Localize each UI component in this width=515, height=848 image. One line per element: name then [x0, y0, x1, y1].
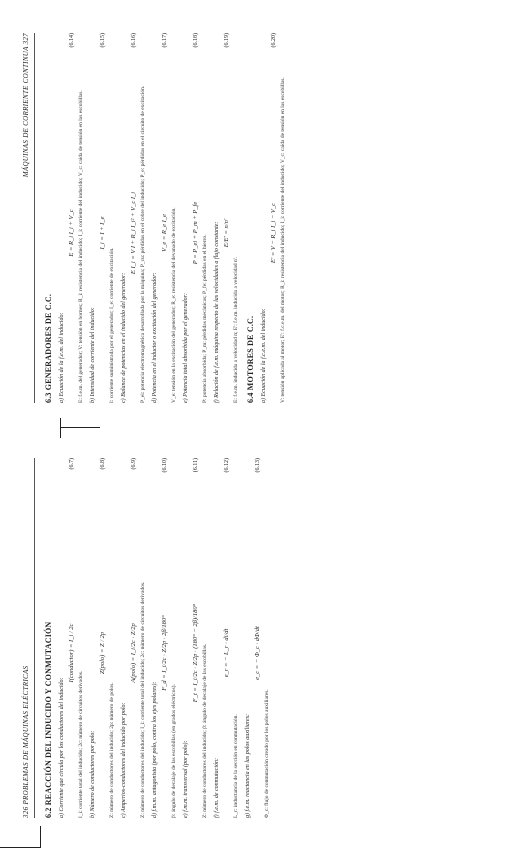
block-label: f) f.e.m. de conmutación:	[214, 758, 220, 818]
equation: E' = V − R_i I_i − V_c	[270, 202, 277, 264]
block-label: b) Número de conductores por polo:	[90, 730, 96, 818]
equation: P = P_ei + P_m + P_fe	[192, 201, 199, 265]
block	[59, 458, 85, 818]
equation: e_c = − Φ_c · dΦ/dt	[254, 626, 261, 680]
equation: V_e = R_e I_e	[161, 214, 168, 252]
right-page	[22, 33, 493, 403]
block	[152, 33, 178, 403]
right-page-content	[44, 33, 292, 403]
block-label: c) Amperios-conductores del inducido por polo:	[121, 702, 127, 818]
equation: F_d = I_i/2c · Z/2p · 2β/180°	[161, 615, 168, 691]
equation-number: (6.10)	[161, 458, 168, 473]
block-description: Φ_c: flujo de conmutación creado por los polos auxiliares.	[264, 689, 270, 818]
equation-number: (6.9)	[130, 458, 137, 470]
block	[214, 458, 240, 818]
equation: I_i = I + I_e	[99, 216, 106, 250]
block	[59, 33, 85, 403]
block	[90, 458, 116, 818]
equation-number: (6.18)	[192, 33, 199, 48]
equation-number: (6.15)	[99, 33, 106, 48]
left-page-content	[44, 458, 276, 818]
block	[121, 458, 147, 818]
block-label: a) Ecuación de la f.e.m. del inducido:	[59, 312, 65, 403]
block-label: g) f.e.m. reactancia en las polos auxiliares:	[245, 713, 251, 818]
block-label: d) f.m.m. antagonista (por polo, contra los ejes polares):	[152, 681, 158, 818]
block-description: P_ei: potencia electromagnética desarrollada por la máquina; P_cu: pérdidas en el cobre del inducido; P_e: pérdidas en el circuito de excitación.	[140, 85, 146, 403]
block-description: I: corriente suministrada por el generador; I_e: corriente de excitación.	[109, 247, 115, 403]
block-label: c) Balance de potencias en el inducido del generador:	[121, 272, 127, 403]
block-description: Z: número de conductores del inducido; 2p: número de polos.	[109, 682, 115, 818]
block	[183, 33, 209, 403]
block	[121, 33, 147, 403]
page-fold-mark	[60, 427, 100, 428]
equation: E = R_i I_i + V_c	[68, 209, 75, 257]
block	[90, 33, 116, 403]
block	[261, 33, 287, 403]
block-description: V_e: tensión en la excitación del generador; R_e: resistencia del devanado de excitación.	[171, 207, 177, 403]
left-running-head: 326 PROBLEMAS DE MÁQUINAS ELÉCTRICAS	[22, 665, 30, 818]
block-description: L_r: inductancia de la sección en conmutación.	[233, 714, 239, 818]
binding-edge-mark	[40, 826, 41, 848]
right-header-rule	[34, 33, 35, 403]
equation-number: (6.7)	[68, 458, 75, 470]
equation: F_t = I_i/2c · Z/2p · (180° − 2β)/180°	[192, 603, 199, 703]
equation-number: (6.12)	[223, 458, 230, 473]
block-description: I_i: corriente total del inducido; 2c: número de circuitos derivados.	[78, 670, 84, 818]
equation-number: (6.16)	[130, 33, 137, 48]
right-running-head: MÁQUINAS DE CORRIENTE CONTINUA 327	[22, 33, 30, 178]
equation-number: (6.14)	[68, 33, 75, 48]
block-description: V: tensión aplicada al motor; E': f.c.e.m. del motor; R_i: resistencia del inducido; I_i: corriente del inducido; V_c: caída de tensión en las escobillas.	[280, 77, 286, 403]
equation-number: (6.20)	[270, 33, 277, 48]
block-label: d) Potencia en el inductor o excitación del generador:	[152, 272, 158, 403]
block-label: b) Intensidad de corriente del inducido:	[90, 307, 96, 403]
equation: I(conductor) = I_i / 2c	[68, 623, 75, 683]
left-page	[22, 458, 493, 818]
block	[183, 458, 209, 818]
section-title-6-3: 6.3 GENERADORES DE C.C.	[44, 293, 53, 403]
left-header-rule	[34, 458, 35, 818]
equation: A(polo) = I_i/2c · Z/2p	[130, 623, 137, 683]
block	[152, 458, 178, 818]
block-description: P: potencia absorbida; P_m: pérdidas mecánicas; P_fe: pérdidas en el hierro.	[202, 234, 208, 403]
block-description: Z: número de conductores del inducido; β: ángulo de decalaje de las escobillas.	[202, 643, 208, 818]
block-label: f) Relación de f.e.m. máquina respecto de las velocidades a flujo constante:	[214, 221, 220, 403]
block-description: E: f.e.m. del generador; V: tensión en bornes; R_i: resistencia del inducido; I_i: corriente del inducido; V_c: caída de tensión en las escobillas.	[78, 90, 84, 403]
section-title-6-4: 6.4 MOTORES DE C.C.	[246, 315, 255, 403]
block-label: a) Ecuación de la f.c.e.m. del inducido:	[261, 308, 267, 403]
equation-number: (6.11)	[192, 458, 199, 473]
block-description: E: f.e.m. inducida a velocidad n; E': f.e.m. inducida a velocidad n'.	[233, 256, 239, 403]
block-description: Z: número de conductores del inducido; I_i: corriente total del inducido; 2c: número de circuitos derivados.	[140, 581, 146, 818]
block	[245, 458, 271, 818]
equation: E I_i = V I + R_i I_i² + V_c I_i	[130, 191, 137, 275]
equation: Z(polo) = Z / 2p	[99, 631, 106, 675]
equation-number: (6.8)	[99, 458, 106, 470]
block-label: a) Corriente que circula por los conductores del inducido:	[59, 677, 65, 818]
equation-number: (6.19)	[223, 33, 230, 48]
block-label: e) Potencia total absorbida por el generador:	[183, 293, 189, 403]
block	[214, 33, 240, 403]
block-description: β: ángulo de decalaje de las escobillas (en grados eléctricos).	[171, 684, 177, 818]
block-label: e) f.m.m. transversal (por polo):	[183, 740, 189, 818]
equation-number: (6.17)	[161, 33, 168, 48]
section-title-6-2: 6.2 REACCIÓN DEL INDUCIDO Y CONMUTACIÓN	[44, 621, 53, 818]
equation: e_r = − L_r · di/dt	[223, 628, 230, 678]
page-fold-mark	[60, 418, 61, 438]
equation-number: (6.13)	[254, 458, 261, 473]
equation: E/E' = n/n'	[223, 218, 230, 248]
